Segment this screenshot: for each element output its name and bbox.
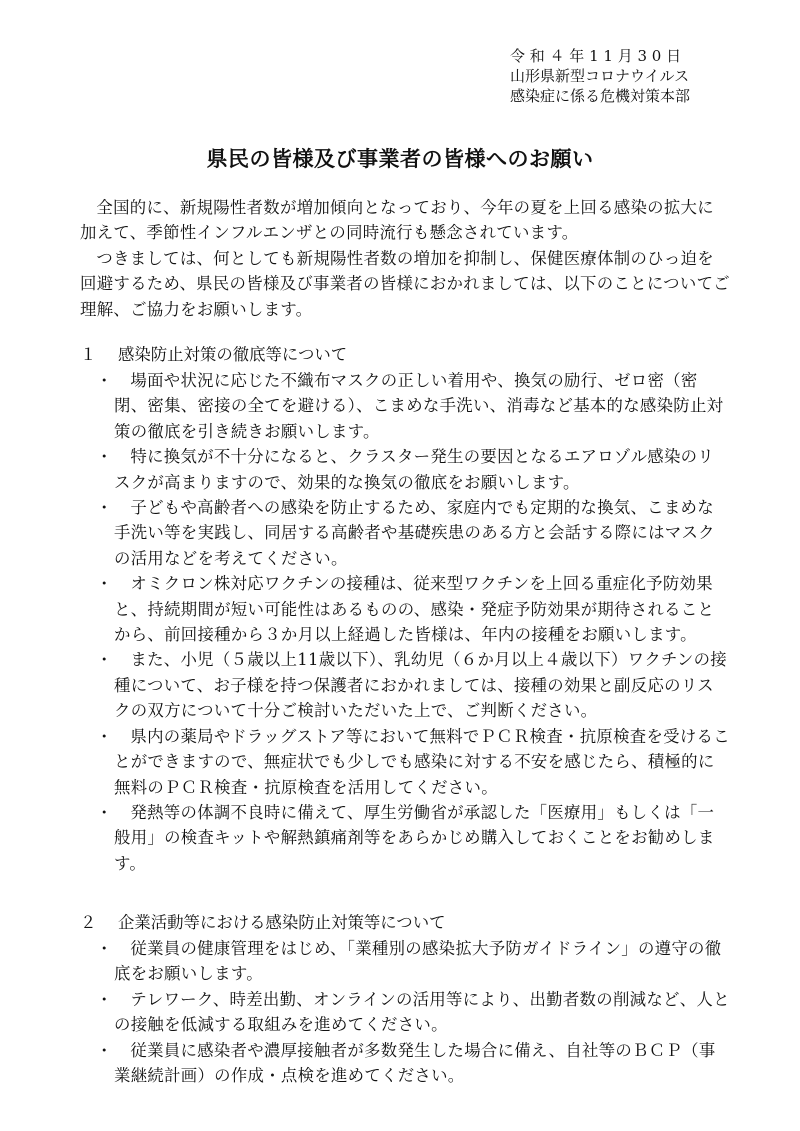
section-number: ２ [80, 913, 97, 932]
section-1-list [80, 368, 730, 876]
bullet-icon: ・ [96, 371, 113, 390]
list-item-text: また、小児（５歳以上11歳以下）、乳幼児（６か月以上４歳以下）ワクチンの接種について、お子様を持つ保護者におかれましては、接種の効果と副反応のリスクの双方について十分ご検討いただいた上で、ご判断ください。 [114, 650, 727, 721]
bullet-icon: ・ [96, 1040, 113, 1060]
intro-text [80, 195, 730, 322]
list-item-text: 発熱等の体調不良時に備えて、厚生労働省が承認した「医療用」もしくは「一般用」の検査キットや解熱鎮痛剤等をあらかじめ購入しておくことをお勧めします。 [114, 802, 715, 873]
list-item [80, 1038, 730, 1089]
issue-date: 令 和 ４ 年 1 1 月 3 0 日 [510, 47, 682, 65]
intro-paragraph-2: つきましては、何としても新規陽性者数の増加を抑制し、保健医療体制のひっ迫を回避するため、県民の皆様及び事業者の皆様におかれましては、以下のことについてご理解、ご協力をお願いします。 [80, 248, 730, 319]
list-item-text: 子どもや高齢者への感染を防止するため、家庭内でも定期的な換気、こまめな手洗い等を実践し、同居する高齢者や基礎疾患のある方と会話する際にはマスクの活用などを考えてください。 [114, 498, 715, 568]
section-heading-1 [80, 343, 347, 367]
issuer-block [510, 46, 740, 106]
list-item-text: テレワーク、時差出勤、オンラインの活用等により、出勤者数の削減など、人との接触を低減する取組みを進めてください。 [114, 989, 730, 1035]
list-item-text: オミクロン株対応ワクチンの接種は、従来型ワクチンを上回る重症化予防効果と、持続期間が短い可能性はあるものの、感染・発症予防効果が期待されることから、前回接種から３か月以上経過した皆様は、年内の接種をお願いします。 [114, 574, 715, 645]
list-item [80, 495, 730, 571]
list-item [80, 936, 730, 987]
bullet-icon: ・ [96, 650, 113, 670]
bullet-icon: ・ [96, 726, 113, 746]
bullet-icon: ・ [96, 802, 113, 822]
bullet-icon: ・ [96, 498, 113, 518]
list-item [80, 800, 730, 876]
bullet-icon: ・ [96, 574, 113, 594]
bullet-icon: ・ [96, 447, 113, 467]
list-item-text: 従業員に感染者や濃厚接触者が多数発生した場合に備え、自社等のＢＣＰ（事業継続計画）の作成・点検を進めてください。 [114, 1040, 716, 1086]
bullet-icon: ・ [96, 939, 113, 958]
list-item-text: 場面や状況に応じた不織布マスクの正しい着用や、換気の励行、ゼロ密（密閉、密集、密接の全てを避ける）、こまめな手洗い、消毒など基本的な感染防止対策の徹底を引き続きお願いします。 [114, 371, 724, 441]
bullet-icon: ・ [96, 989, 113, 1009]
list-item [80, 647, 730, 723]
list-item-text: 特に換気が不十分になると、クラスター発生の要因となるエアロゾル感染のリスクが高まりますので、効果的な換気の徹底をお願いします。 [114, 447, 715, 492]
section-2-list [80, 936, 730, 1088]
list-item [80, 724, 730, 800]
section-title: 企業活動等における感染防止対策等について [118, 913, 446, 932]
issuer-line-1: 山形県新型コロナウイルス [510, 67, 690, 85]
intro-paragraph-1: 全国的に、新規陽性者数が増加傾向となっており、今年の夏を上回る感染の拡大に加えて、季節性インフルエンザとの同時流行も懸念されています。 [80, 198, 714, 243]
list-item-text: 県内の薬局やドラッグストア等において無料でＰＣＲ検査・抗原検査を受けることができますので、無症状でも少しでも感染に対する不安を感じたら、積極的に無料のＰＣＲ検査・抗原検査を活用してください。 [114, 726, 730, 797]
list-item [80, 987, 730, 1038]
issuer-line-2: 感染症に係る危機対策本部 [510, 87, 691, 105]
list-item [80, 444, 730, 495]
section-number: １ [80, 345, 97, 364]
document-title: 県民の皆様及び事業者の皆様へのお願い [206, 147, 594, 171]
section-heading-2 [80, 911, 445, 935]
list-item [80, 368, 730, 444]
section-title: 感染防止対策の徹底等について [118, 345, 348, 364]
list-item-text: 従業員の健康管理をはじめ、「業種別の感染拡大予防ガイドライン」の遵守の徹底をお願いします。 [114, 939, 722, 984]
list-item [80, 571, 730, 647]
